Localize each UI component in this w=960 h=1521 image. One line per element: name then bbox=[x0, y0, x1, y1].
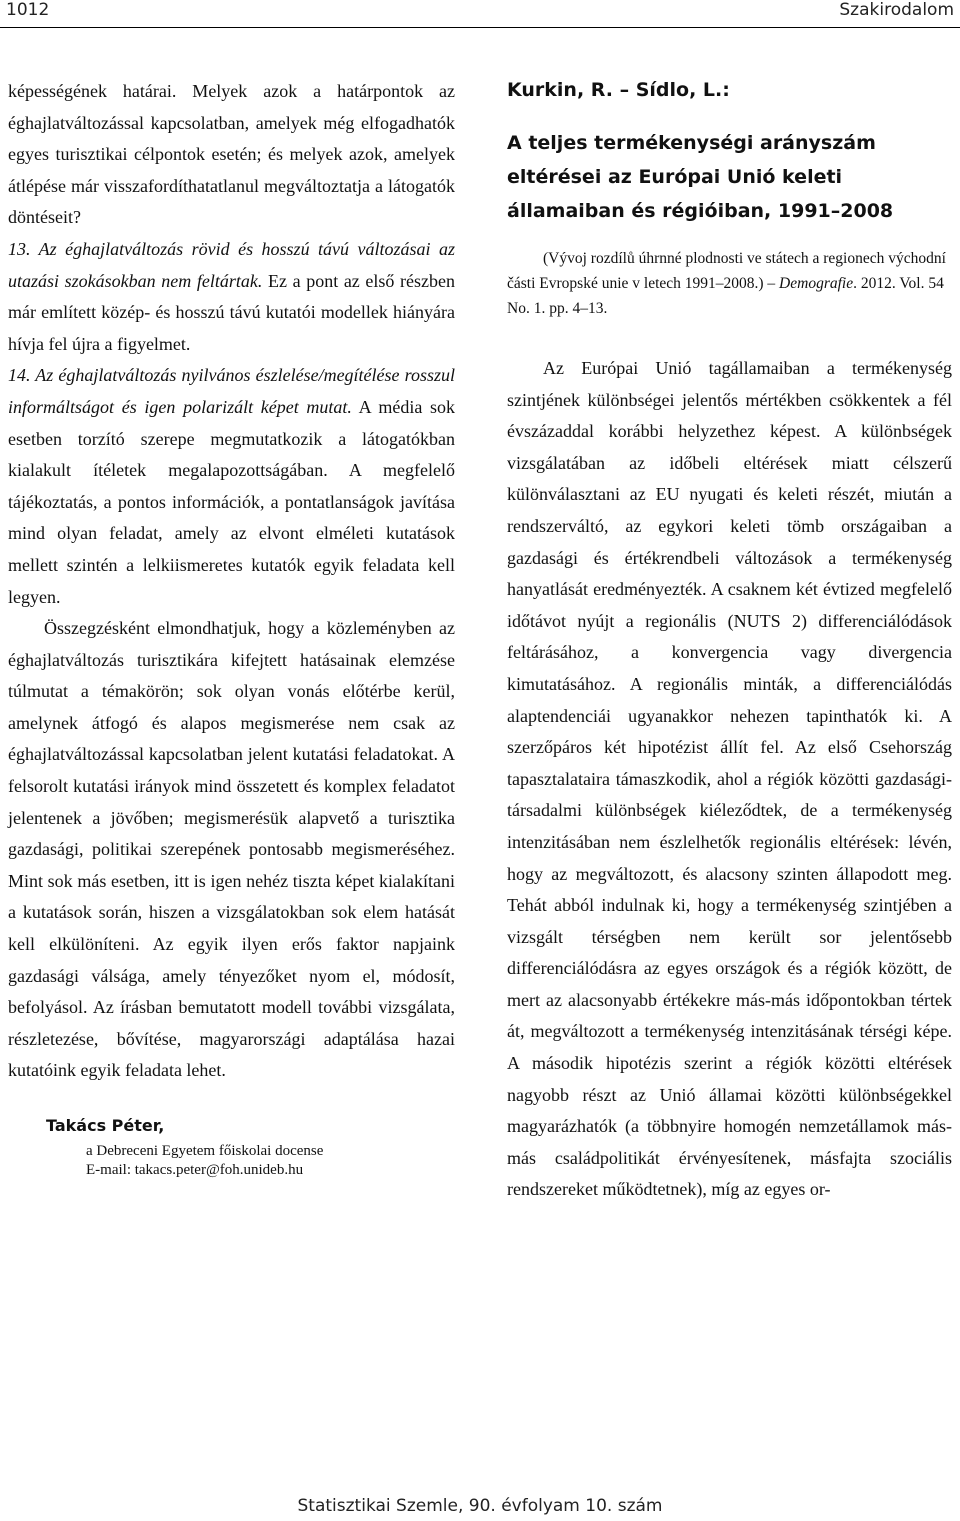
item-14-lead: 14. Az éghajlatváltozás nyilvános észlelése/megítélése rosszul informáltságot és igen polarizált képet mutat. bbox=[8, 365, 455, 417]
review-body: Az Európai Unió tagállamaiban a termékenység szintjének különbségei jelentős mértékben csökkentek a fél évszázaddal korábbi helyzethez képest. A különbségek vizsgálatában az időbeli eltérések miatt célszerű különválasztani az EU nyugati és keleti részét, miután a rendszerváltó, az egykori keleti tömb országaiban a gazdasági és értékrendbeli változások a termékenység hanyatlását eredményezték. A csaknem két évtized megfelelő időtávot nyújt a regionális (NUTS 2) differenciálódások feltárásához, a konvergencia vagy divergencia kimutatásához. A regionális minták, a differenciálódás alaptendenciái ugyanakkor nehezen tapinthatók ki. A szerzőpáros két hipotézist állít fel. Az első Csehország tapasztalataira támaszkodik, ahol a régiók közötti gazdasági-társadalmi különbségek kiéleződtek, de a termékenység intenzitásában nem észlelhetők regionális eltérések: lévén, hogy az megváltozott, és alacsony szinten állapodott meg. Tehát abból indulnak ki, hogy a termékenység szintjében a vizsgált térségben nem került sor jelentősebb differenciálódásra az egyes országok és a régiók között, de mert az alacsonyabb értékekre más-más időpontokban tértek át, megváltozott a termékenység intenzitásának térségi képe. A második hipotézis szerint a régiók közötti eltérések nagyobb részt az Unió államai közötti különbségekkel magyarázhatók (a többnyire homogén nemzetállamok más-más családpolitikát érvényesítenek, másfajta szociális rendszereket működtetnek), míg az egyes or- bbox=[507, 358, 952, 1200]
paragraph-continuation: képességének határai. Melyek azok a határpontok az éghajlatváltozással kapcsolatban, amelyek még elfogadhatók egyes turisztikai célpontok esetén; és melyek azok, amelyek átlépése már visszafordíthatatlanul megváltoztatja a látogatók döntéseit? bbox=[8, 81, 455, 228]
source-prefix: (Vývoj rozdílů úhrnné plodnosti ve státech a regionech východní části Evropské unie v letech 1991–2008.) – bbox=[507, 250, 946, 292]
review-source bbox=[507, 246, 952, 321]
page-number: 1012 bbox=[6, 0, 50, 20]
page-footer: Statisztikai Szemle, 90. évfolyam 10. szám bbox=[297, 1496, 663, 1516]
source-suffix: . 2012. Vol. 54 No. 1. pp. 4–13. bbox=[507, 275, 944, 317]
item-13-body: Ez a pont az első részben már említett közép- és hosszú távú kutatói modellek hiányára hívja fel újra a figyelmet. bbox=[8, 270, 456, 354]
review-authors: Kurkin, R. – Sídlo, L.: bbox=[507, 79, 730, 101]
author-email[interactable]: E-mail: takacs.peter@foh.unideb.hu bbox=[86, 1162, 304, 1178]
item-14 bbox=[8, 360, 455, 613]
left-column bbox=[8, 76, 455, 1180]
author-name: Takács Péter, bbox=[46, 1116, 165, 1135]
conclusion-paragraph: Összegzésként elmondhatjuk, hogy a közleményben az éghajlatváltozás turisztikára kifejtett hatásainak elemzése túlmutat a témakörön; sok olyan vonás előtérbe kerül, amelynek átfogó és alapos megismerése nem csak az éghajlatváltozással kapcsolatban jelent kutatási feladatokat. A felsorolt kutatási irányok mind összetett és komplex feladatot jelentenek a jövőben; megismerésük alapvető a turisztika gazdasági, politikai szerepének pontosabb megismeréséhez. Mint sok más esetben, itt is igen nehéz tiszta képet kialakítani a kutatások során, hiszen a vizsgálatokban sok elem hatását kell elkülöníteni. Az egyik ilyen erős faktor napjaink gazdasági válsága, amely tényezőket nyom el, módosít, befolyásol. Az írásban bemutatott modell további vizsgálata, részletezése, bővítése, magyarországi adaptálása hazai kutatóink egyik feladata lehet. bbox=[8, 618, 455, 1081]
section-title: Szakirodalom bbox=[839, 0, 954, 20]
review-title: A teljes termékenységi arányszám eltérései az Európai Unió keleti államaiban és régióiban, 1991–2008 bbox=[507, 132, 894, 222]
source-journal: Demografie bbox=[779, 275, 854, 292]
item-14-body: A média sok esetben torzító szerepe megmutatkozik a látogatókban kialakult ítéletek megalapozottságában. A megfelelő tájékoztatás, a pontos információk, a pontatlanságok javítása mind olyan feladat, amely az elvont elméleti kutatások mellett szintén a lelkiismeretes kutatók egyik feladata kell legyen. bbox=[8, 396, 456, 607]
page-header bbox=[0, 0, 960, 28]
author-block bbox=[8, 1113, 455, 1180]
item-13-lead: 13. Az éghajlatváltozás rövid és hosszú távú változásai az utazási szokásokban nem feltártak. bbox=[8, 238, 455, 291]
item-13 bbox=[8, 234, 455, 360]
author-affiliation: a Debreceni Egyetem főiskolai docense bbox=[86, 1143, 324, 1159]
right-column bbox=[507, 76, 952, 1206]
